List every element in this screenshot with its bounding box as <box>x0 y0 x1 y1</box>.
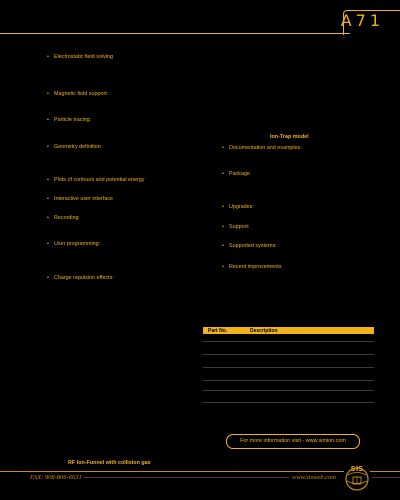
logo-text: SIS <box>350 465 364 473</box>
bullet-icon: • <box>222 224 224 230</box>
detail-label: Documentation and examples: <box>229 145 302 151</box>
bullet-icon: • <box>47 241 49 247</box>
detail-item <box>222 264 281 271</box>
feature-item <box>47 196 113 203</box>
footer-divider <box>84 477 289 478</box>
bullet-icon: • <box>222 264 224 270</box>
detail-item <box>222 145 302 152</box>
feature-item <box>47 54 113 61</box>
footer-rule <box>0 471 400 472</box>
footer-divider <box>372 477 400 478</box>
detail-item <box>222 243 277 250</box>
bullet-icon: • <box>47 196 49 202</box>
feature-item <box>47 177 145 184</box>
feature-item <box>47 215 79 222</box>
bullet-icon: • <box>47 54 49 60</box>
more-info-link[interactable]: For more information visit - www.simion.com <box>226 434 360 449</box>
detail-item <box>222 224 249 231</box>
detail-label: Recent improvements <box>229 264 282 270</box>
detail-label: Supported systems: <box>229 243 277 249</box>
bullet-icon: • <box>222 171 224 177</box>
detail-item <box>222 171 250 178</box>
column-header-part-no: Part No. <box>208 327 228 334</box>
feature-label: Charge repulsion effects: <box>54 275 114 281</box>
feature-item <box>47 275 114 282</box>
parts-table-header <box>203 327 374 334</box>
feature-label: Magnetic field support: <box>54 91 109 97</box>
bullet-icon: • <box>47 117 49 123</box>
feature-item <box>47 91 108 98</box>
feature-item <box>47 144 101 151</box>
bullet-icon: • <box>47 275 49 281</box>
feature-label: User programming: <box>54 241 101 247</box>
feature-item <box>47 117 91 124</box>
bullet-icon: • <box>222 145 224 151</box>
bullet-icon: • <box>47 215 49 221</box>
figure-caption: RF Ion-Funnel with collision gas <box>68 460 151 466</box>
bullet-icon: • <box>47 91 49 97</box>
detail-item <box>222 204 254 211</box>
table-row-divider <box>203 402 374 403</box>
bullet-icon: • <box>47 144 49 150</box>
bullet-icon: • <box>222 243 224 249</box>
sis-logo-icon <box>344 463 370 493</box>
bullet-icon: • <box>222 204 224 210</box>
table-row-divider <box>203 367 374 368</box>
table-row-divider <box>203 380 374 381</box>
feature-label: Interactive user interface <box>54 196 114 202</box>
feature-label: Electrostatic field solving <box>54 54 114 60</box>
table-row-divider <box>203 354 374 355</box>
feature-item <box>47 241 100 248</box>
feature-label: Geometry definition <box>54 144 101 150</box>
detail-label: Package <box>229 171 250 177</box>
feature-label: Plots of contours and potential energy <box>54 177 145 183</box>
column-header-description: Description <box>250 327 278 334</box>
feature-label: Recording <box>54 215 79 221</box>
table-row-divider <box>203 341 374 342</box>
website-address[interactable]: www.sisweb.com <box>292 474 336 481</box>
model-heading: Ion-Trap model <box>270 134 309 140</box>
product-code: A71 <box>340 11 384 30</box>
feature-label: Particle tracing: <box>54 117 92 123</box>
fax-number: FAX: 908-806-6631 <box>30 474 82 481</box>
detail-label: Upgrades: <box>229 204 254 210</box>
detail-label: Support: <box>229 224 250 230</box>
table-row-divider <box>203 390 374 391</box>
header-rule <box>0 33 350 34</box>
bullet-icon: • <box>47 177 49 183</box>
